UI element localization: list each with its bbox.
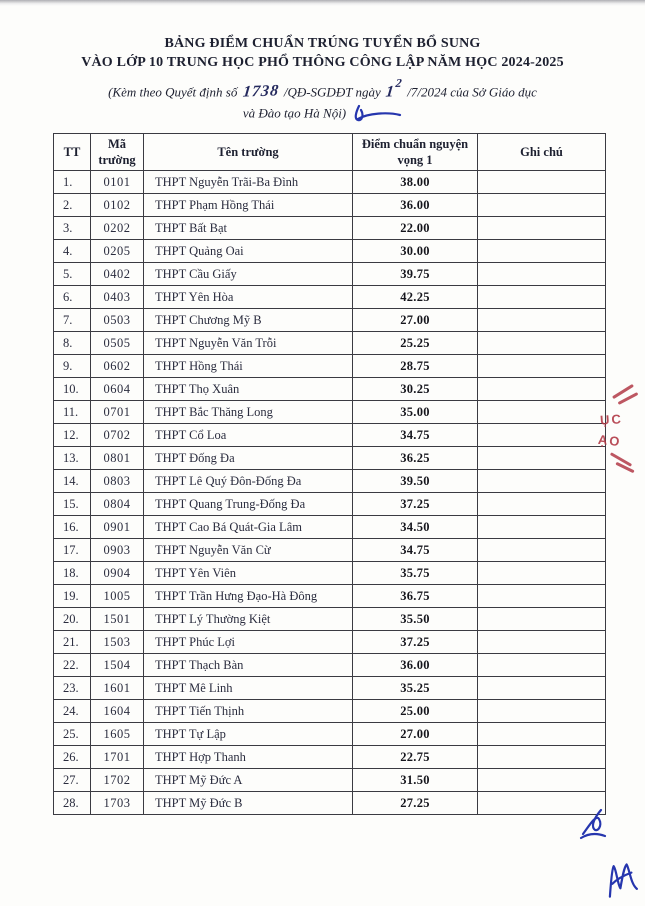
cell-school-name: THPT Hồng Thái	[144, 355, 353, 378]
cell-school-code: 0904	[91, 562, 144, 585]
score-table-body	[54, 171, 606, 815]
header-tt: TT	[54, 134, 91, 171]
header-note: Ghi chú	[478, 134, 606, 171]
cell-note	[478, 539, 606, 562]
seal-text-fragment: ỤC	[599, 411, 624, 428]
cell-score: 31.50	[353, 769, 478, 792]
table-row	[54, 355, 606, 378]
cell-school-name: THPT Mỹ Đức A	[144, 769, 353, 792]
cell-school-code: 1601	[91, 677, 144, 700]
cell-note	[478, 401, 606, 424]
cell-school-code: 0803	[91, 470, 144, 493]
seal-text-fragment: ẠO	[597, 431, 623, 450]
document-title-line2: VÀO LỚP 10 TRUNG HỌC PHỔ THÔNG CÔNG LẬP NĂM HỌC 2024-2025	[81, 55, 564, 70]
admission-score-table	[53, 133, 606, 815]
cell-school-code: 1504	[91, 654, 144, 677]
table-row	[54, 746, 606, 769]
scan-edge-shadow	[0, 0, 645, 6]
cell-score: 30.00	[353, 240, 478, 263]
table-row	[54, 585, 606, 608]
cell-school-code: 1703	[91, 792, 144, 815]
cell-school-name: THPT Lê Quý Đôn-Đống Đa	[144, 470, 353, 493]
cell-school-code: 1503	[91, 631, 144, 654]
cell-score: 36.75	[353, 585, 478, 608]
red-seal-fragment	[597, 382, 645, 478]
cell-school-name: THPT Yên Hòa	[144, 286, 353, 309]
cell-row-number: 4.	[54, 240, 91, 263]
cell-note	[478, 309, 606, 332]
cell-note	[478, 217, 606, 240]
table-row	[54, 792, 606, 815]
cell-note	[478, 447, 606, 470]
cell-score: 22.75	[353, 746, 478, 769]
table-row	[54, 194, 606, 217]
table-row	[54, 493, 606, 516]
subtitle-line2: và Đào tạo Hà Nội)	[242, 105, 347, 121]
table-row	[54, 332, 606, 355]
cell-row-number: 5.	[54, 263, 91, 286]
cell-score: 35.75	[353, 562, 478, 585]
cell-score: 34.75	[353, 539, 478, 562]
cell-school-code: 0402	[91, 263, 144, 286]
cell-score: 37.25	[353, 631, 478, 654]
cell-school-code: 0801	[91, 447, 144, 470]
cell-school-name: THPT Bắc Thăng Long	[144, 401, 353, 424]
cell-school-code: 0503	[91, 309, 144, 332]
cell-note	[478, 585, 606, 608]
cell-score: 39.50	[353, 470, 478, 493]
table-row	[54, 424, 606, 447]
cell-row-number: 10.	[54, 378, 91, 401]
cell-school-name: THPT Mỹ Đức B	[144, 792, 353, 815]
cell-note	[478, 608, 606, 631]
cell-note	[478, 332, 606, 355]
cell-note	[478, 562, 606, 585]
cell-row-number: 13.	[54, 447, 91, 470]
table-row	[54, 217, 606, 240]
handwritten-initials-icon	[577, 808, 609, 847]
cell-score: 37.25	[353, 493, 478, 516]
cell-score: 39.75	[353, 263, 478, 286]
cell-school-name: THPT Phúc Lợi	[144, 631, 353, 654]
document-header	[0, 34, 645, 128]
table-row	[54, 677, 606, 700]
handwritten-decision-number: 1738	[241, 82, 280, 101]
subtitle-suffix: /7/2024 của Sở Giáo dục	[407, 84, 537, 100]
cell-school-code: 0102	[91, 194, 144, 217]
cell-row-number: 25.	[54, 723, 91, 746]
table-header-row	[54, 134, 606, 171]
cell-score: 28.75	[353, 355, 478, 378]
signature-flourish-icon	[350, 104, 402, 131]
cell-row-number: 20.	[54, 608, 91, 631]
cell-note	[478, 171, 606, 194]
cell-note	[478, 700, 606, 723]
cell-school-name: THPT Thọ Xuân	[144, 378, 353, 401]
cell-score: 34.50	[353, 516, 478, 539]
cell-score: 35.00	[353, 401, 478, 424]
cell-school-name: THPT Nguyễn Văn Trỗi	[144, 332, 353, 355]
cell-row-number: 27.	[54, 769, 91, 792]
cell-score: 27.00	[353, 723, 478, 746]
table-row	[54, 562, 606, 585]
cell-note	[478, 746, 606, 769]
cell-school-name: THPT Tự Lập	[144, 723, 353, 746]
table-row	[54, 309, 606, 332]
cell-school-name: THPT Quang Trung-Đống Đa	[144, 493, 353, 516]
table-row	[54, 401, 606, 424]
table-row	[54, 769, 606, 792]
cell-score: 30.25	[353, 378, 478, 401]
cell-school-name: THPT Cổ Loa	[144, 424, 353, 447]
cell-score: 42.25	[353, 286, 478, 309]
cell-school-name: THPT Trần Hưng Đạo-Hà Đông	[144, 585, 353, 608]
cell-note	[478, 286, 606, 309]
cell-school-code: 0602	[91, 355, 144, 378]
cell-note	[478, 194, 606, 217]
cell-score: 27.25	[353, 792, 478, 815]
subtitle-middle: /QĐ-SGDĐT ngày	[283, 84, 381, 100]
cell-row-number: 12.	[54, 424, 91, 447]
cell-note	[478, 769, 606, 792]
cell-school-name: THPT Chương Mỹ B	[144, 309, 353, 332]
cell-school-code: 0403	[91, 286, 144, 309]
cell-school-code: 0205	[91, 240, 144, 263]
cell-score: 25.00	[353, 700, 478, 723]
cell-score: 36.00	[353, 654, 478, 677]
cell-note	[478, 424, 606, 447]
cell-school-name: THPT Quảng Oai	[144, 240, 353, 263]
handwritten-initials-icon	[598, 855, 645, 906]
cell-row-number: 9.	[54, 355, 91, 378]
cell-row-number: 23.	[54, 677, 91, 700]
cell-school-code: 1005	[91, 585, 144, 608]
cell-row-number: 2.	[54, 194, 91, 217]
table-row	[54, 654, 606, 677]
cell-row-number: 19.	[54, 585, 91, 608]
cell-row-number: 22.	[54, 654, 91, 677]
cell-school-name: THPT Mê Linh	[144, 677, 353, 700]
document-subtitle	[0, 77, 645, 128]
cell-note	[478, 355, 606, 378]
cell-row-number: 6.	[54, 286, 91, 309]
cell-row-number: 17.	[54, 539, 91, 562]
table-row	[54, 470, 606, 493]
cell-school-code: 0804	[91, 493, 144, 516]
table-row	[54, 631, 606, 654]
table-row	[54, 447, 606, 470]
cell-school-name: THPT Hợp Thanh	[144, 746, 353, 769]
header-school-code: Mã trường	[91, 134, 144, 171]
table-row	[54, 516, 606, 539]
cell-row-number: 26.	[54, 746, 91, 769]
cell-school-name: THPT Cao Bá Quát-Gia Lâm	[144, 516, 353, 539]
cell-row-number: 24.	[54, 700, 91, 723]
cell-score: 25.25	[353, 332, 478, 355]
cell-school-code: 0903	[91, 539, 144, 562]
cell-note	[478, 654, 606, 677]
cell-note	[478, 240, 606, 263]
cell-score: 38.00	[353, 171, 478, 194]
cell-row-number: 11.	[54, 401, 91, 424]
cell-score: 27.00	[353, 309, 478, 332]
cell-school-name: THPT Phạm Hồng Thái	[144, 194, 353, 217]
cell-row-number: 15.	[54, 493, 91, 516]
cell-school-name: THPT Đống Đa	[144, 447, 353, 470]
cell-school-code: 0505	[91, 332, 144, 355]
table-row	[54, 286, 606, 309]
table-row	[54, 723, 606, 746]
cell-school-code: 1604	[91, 700, 144, 723]
cell-school-code: 0901	[91, 516, 144, 539]
cell-score: 35.50	[353, 608, 478, 631]
table-row	[54, 171, 606, 194]
cell-school-name: THPT Nguyễn Văn Cừ	[144, 539, 353, 562]
cell-note	[478, 516, 606, 539]
cell-row-number: 8.	[54, 332, 91, 355]
cell-school-code: 1605	[91, 723, 144, 746]
cell-school-code: 1702	[91, 769, 144, 792]
cell-school-code: 0604	[91, 378, 144, 401]
header-score: Điểm chuẩn nguyện vọng 1	[353, 134, 478, 171]
cell-score: 36.00	[353, 194, 478, 217]
cell-row-number: 16.	[54, 516, 91, 539]
cell-row-number: 1.	[54, 171, 91, 194]
cell-score: 35.25	[353, 677, 478, 700]
cell-school-code: 0701	[91, 401, 144, 424]
header-school-name: Tên trường	[144, 134, 353, 171]
cell-row-number: 21.	[54, 631, 91, 654]
cell-school-name: THPT Lý Thường Kiệt	[144, 608, 353, 631]
table-row	[54, 700, 606, 723]
cell-note	[478, 470, 606, 493]
table-row	[54, 608, 606, 631]
table-row	[54, 263, 606, 286]
document-title-line1: BẢNG ĐIỂM CHUẨN TRÚNG TUYỂN BỔ SUNG	[164, 36, 481, 51]
subtitle-prefix: (Kèm theo Quyết định số	[108, 84, 238, 100]
cell-note	[478, 378, 606, 401]
cell-school-name: THPT Cầu Giấy	[144, 263, 353, 286]
cell-school-code: 0702	[91, 424, 144, 447]
table-row	[54, 240, 606, 263]
cell-note	[478, 493, 606, 516]
cell-school-name: THPT Tiến Thịnh	[144, 700, 353, 723]
cell-note	[478, 677, 606, 700]
cell-note	[478, 263, 606, 286]
cell-row-number: 3.	[54, 217, 91, 240]
cell-school-name: THPT Bất Bạt	[144, 217, 353, 240]
cell-score: 34.75	[353, 424, 478, 447]
cell-row-number: 28.	[54, 792, 91, 815]
cell-row-number: 18.	[54, 562, 91, 585]
cell-school-code: 1501	[91, 608, 144, 631]
cell-score: 22.00	[353, 217, 478, 240]
cell-school-code: 1701	[91, 746, 144, 769]
cell-school-code: 0202	[91, 217, 144, 240]
cell-school-name: THPT Thạch Bàn	[144, 654, 353, 677]
cell-note	[478, 723, 606, 746]
cell-row-number: 7.	[54, 309, 91, 332]
cell-school-name: THPT Nguyễn Trãi-Ba Đình	[144, 171, 353, 194]
cell-row-number: 14.	[54, 470, 91, 493]
cell-school-code: 0101	[91, 171, 144, 194]
handwritten-day: $1^2$	[384, 75, 404, 101]
cell-score: 36.25	[353, 447, 478, 470]
table-row	[54, 378, 606, 401]
table-row	[54, 539, 606, 562]
cell-note	[478, 631, 606, 654]
cell-school-name: THPT Yên Viên	[144, 562, 353, 585]
